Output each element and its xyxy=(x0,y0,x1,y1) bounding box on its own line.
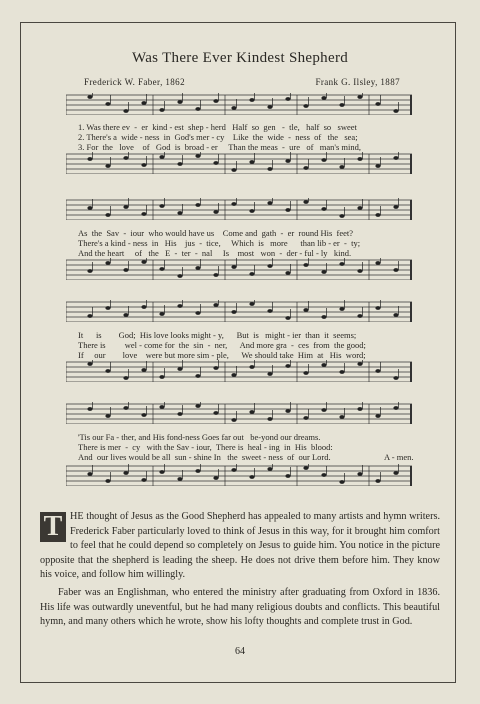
note-head xyxy=(213,411,218,415)
note-head xyxy=(231,265,236,269)
note-head xyxy=(123,471,128,475)
note-head xyxy=(195,203,200,207)
note-head xyxy=(159,470,164,474)
note-head xyxy=(231,106,236,110)
note-head xyxy=(267,372,272,376)
note-head xyxy=(339,165,344,169)
commentary-paragraph-1 xyxy=(40,510,440,583)
note-head xyxy=(357,157,362,161)
note-head xyxy=(195,404,200,408)
note-head xyxy=(123,268,128,272)
note-head xyxy=(321,96,326,100)
note-head xyxy=(87,269,92,273)
note-head xyxy=(87,472,92,476)
note-head xyxy=(195,107,200,111)
note-head xyxy=(105,369,110,373)
note-head xyxy=(141,163,146,167)
note-head xyxy=(177,211,182,215)
note-head xyxy=(249,365,254,369)
note-head xyxy=(177,100,182,104)
note-head xyxy=(285,208,290,212)
lyric-line: There's a kind - ness in His jus - tice, Which is more than lib - er - ty; xyxy=(78,238,361,248)
lyrics-system-3 xyxy=(78,330,414,360)
music-staff-bass-4 xyxy=(66,464,412,486)
note-head xyxy=(339,415,344,419)
note-head xyxy=(393,376,398,380)
note-head xyxy=(321,158,326,162)
commentary-paragraph-2 xyxy=(40,586,440,630)
note-head xyxy=(375,164,380,168)
note-head xyxy=(393,406,398,410)
note-head xyxy=(393,205,398,209)
lyric-line: And the heart of the E - ter - nal Is most won - der - ful - ly kind. xyxy=(78,248,352,258)
note-head xyxy=(177,367,182,371)
hymn-composer: Frank G. Ilsley, 1887 xyxy=(315,77,400,87)
note-head xyxy=(177,162,182,166)
note-head xyxy=(267,309,272,313)
note-head xyxy=(87,95,92,99)
note-head xyxy=(87,314,92,318)
note-head xyxy=(303,104,308,108)
note-head xyxy=(177,274,182,278)
note-head xyxy=(321,408,326,412)
note-head xyxy=(321,315,326,319)
note-head xyxy=(105,414,110,418)
note-head xyxy=(267,467,272,471)
note-head xyxy=(87,206,92,210)
note-head xyxy=(159,204,164,208)
music-staff-treble-4 xyxy=(66,402,412,424)
note-head xyxy=(303,371,308,375)
note-head xyxy=(267,201,272,205)
note-head xyxy=(375,369,380,373)
music-staff-bass-3 xyxy=(66,360,412,382)
note-head xyxy=(105,306,110,310)
note-head xyxy=(177,304,182,308)
note-head xyxy=(357,407,362,411)
note-head xyxy=(339,262,344,266)
note-head xyxy=(213,476,218,480)
note-head xyxy=(339,103,344,107)
note-head xyxy=(177,477,182,481)
note-head xyxy=(303,166,308,170)
note-head xyxy=(213,273,218,277)
note-head xyxy=(195,154,200,158)
note-head xyxy=(141,305,146,309)
note-head xyxy=(105,261,110,265)
note-head xyxy=(357,206,362,210)
note-head xyxy=(249,209,254,213)
note-head xyxy=(357,269,362,273)
amen-label: A - men. xyxy=(384,452,414,462)
lyric-line: 2. There's a wide - ness in God's mer - cy Like the wide - ness of the sea; xyxy=(78,132,358,142)
note-head xyxy=(105,164,110,168)
lyric-line: There is wel - come for the sin - ner, And more gra - ces from the good; xyxy=(78,340,366,350)
lyric-line: 3. For the love of God is broad - er Than the meas - ure of man's mind, xyxy=(78,142,361,152)
note-head xyxy=(105,213,110,217)
note-head xyxy=(249,302,254,306)
note-head xyxy=(249,98,254,102)
lyric-line: 'Tis our Fa - ther, and His fond-ness Goes far out be-yond our dreams. xyxy=(78,432,321,442)
note-head xyxy=(357,362,362,366)
note-head xyxy=(159,108,164,112)
note-head xyxy=(303,308,308,312)
hymn-title: Was There Ever Kindest Shepherd xyxy=(131,50,349,66)
note-head xyxy=(213,303,218,307)
note-head xyxy=(321,473,326,477)
note-head xyxy=(393,109,398,113)
note-head xyxy=(123,406,128,410)
note-head xyxy=(231,418,236,422)
dropcap-letter: T xyxy=(40,512,66,542)
note-head xyxy=(159,405,164,409)
note-head xyxy=(105,479,110,483)
note-head xyxy=(177,412,182,416)
note-head xyxy=(339,370,344,374)
note-head xyxy=(249,410,254,414)
note-head xyxy=(87,407,92,411)
note-head xyxy=(321,270,326,274)
note-head xyxy=(303,263,308,267)
note-head xyxy=(141,368,146,372)
note-head xyxy=(321,363,326,367)
note-head xyxy=(285,271,290,275)
note-head xyxy=(195,311,200,315)
note-head xyxy=(285,474,290,478)
note-head xyxy=(249,272,254,276)
note-head xyxy=(141,478,146,482)
note-head xyxy=(141,101,146,105)
music-staff-bass-2 xyxy=(66,258,412,280)
music-staff-bass-1 xyxy=(66,152,412,174)
note-head xyxy=(213,161,218,165)
note-head xyxy=(159,267,164,271)
note-head xyxy=(231,168,236,172)
note-head xyxy=(231,373,236,377)
note-head xyxy=(123,109,128,113)
page-number: 64 xyxy=(235,646,245,657)
note-head xyxy=(339,480,344,484)
note-head xyxy=(339,307,344,311)
lyric-line: 1. Was there ev - er kind - est shep - herd Half so gen - tle, half so sweet xyxy=(78,122,357,132)
note-head xyxy=(375,213,380,217)
note-head xyxy=(303,466,308,470)
note-head xyxy=(249,475,254,479)
lyrics-system-1 xyxy=(78,122,414,152)
note-head xyxy=(357,314,362,318)
note-head xyxy=(321,207,326,211)
note-head xyxy=(303,416,308,420)
note-head xyxy=(375,414,380,418)
note-head xyxy=(87,362,92,366)
note-head xyxy=(393,471,398,475)
note-head xyxy=(123,205,128,209)
music-staff-treble-3 xyxy=(66,300,412,322)
note-head xyxy=(357,472,362,476)
note-head xyxy=(375,479,380,483)
lyric-line: There is mer - cy with the Sav - iour, There is heal - ing in His blood: xyxy=(78,442,333,452)
note-head xyxy=(375,306,380,310)
note-head xyxy=(267,264,272,268)
note-head xyxy=(105,102,110,106)
lyrics-system-2 xyxy=(78,228,414,258)
note-head xyxy=(393,156,398,160)
note-head xyxy=(213,366,218,370)
note-head xyxy=(285,159,290,163)
lyric-line: As the Sav - iour who would have us Come and gath - er round His feet? xyxy=(78,228,354,238)
music-staff-treble-1 xyxy=(66,93,412,115)
note-head xyxy=(393,313,398,317)
commentary-text-1: HE thought of Jesus as the Good Shepherd has appealed to many artists and hymn writers. Frederick Faber particularly loved to think of Jesus in this way, for it brought him comfort to feel that he could depend so completely on Jesus to guide him. You notice in the picture opposite that the shepherd is leading the sheep. He does not drive them before him. They know his voice, and follow him willingly. xyxy=(40,511,440,581)
note-head xyxy=(213,99,218,103)
note-head xyxy=(123,156,128,160)
lyric-line: If our love were but more sim - ple, We should take Him at His word; xyxy=(78,350,366,360)
note-head xyxy=(195,374,200,378)
note-head xyxy=(393,268,398,272)
note-head xyxy=(213,210,218,214)
note-head xyxy=(339,214,344,218)
note-head xyxy=(195,469,200,473)
lyric-line: It is God; His love looks might - y, But is might - ier than it seems; xyxy=(78,330,357,340)
note-head xyxy=(357,95,362,99)
note-head xyxy=(285,97,290,101)
note-head xyxy=(285,409,290,413)
note-head xyxy=(285,316,290,320)
note-head xyxy=(195,266,200,270)
note-head xyxy=(159,155,164,159)
note-head xyxy=(141,260,146,264)
note-head xyxy=(231,202,236,206)
hymn-author: Frederick W. Faber, 1862 xyxy=(84,77,185,87)
note-head xyxy=(231,310,236,314)
note-head xyxy=(285,364,290,368)
note-head xyxy=(267,105,272,109)
note-head xyxy=(123,313,128,317)
lyric-line: And our lives would be all sun - shine In the sweet - ness of our Lord. xyxy=(78,452,331,462)
commentary-text-2: Faber was an Englishman, who entered the ministry after graduating from Oxford in 1836. His life was outwardly uneventful, but he had many religious doubts and conflicts. This beautiful hymn, and many others which he wrote, show his lofty thoughts and complete trust in God. xyxy=(40,587,440,628)
music-staff-treble-2 xyxy=(66,198,412,220)
lyrics-system-4 xyxy=(78,432,414,462)
note-head xyxy=(87,157,92,161)
note-head xyxy=(267,167,272,171)
note-head xyxy=(123,376,128,380)
note-head xyxy=(267,417,272,421)
note-head xyxy=(141,413,146,417)
note-head xyxy=(375,102,380,106)
note-head xyxy=(159,375,164,379)
note-head xyxy=(249,160,254,164)
note-head xyxy=(159,312,164,316)
note-head xyxy=(375,261,380,265)
note-head xyxy=(303,200,308,204)
note-head xyxy=(141,212,146,216)
note-head xyxy=(231,468,236,472)
